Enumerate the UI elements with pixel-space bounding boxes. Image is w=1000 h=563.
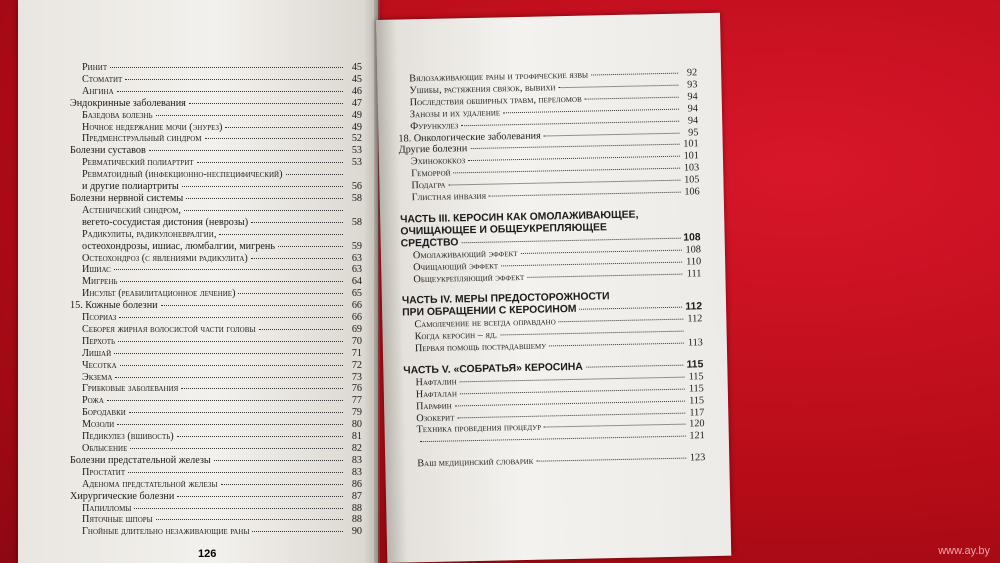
toc-entry [70,169,362,181]
dot-leader [454,168,681,174]
toc-entry [70,503,362,515]
toc-entry-title: Парафин [415,400,452,412]
toc-entry [70,479,362,491]
dot-leader [107,400,343,401]
toc-entry-title: Ангина [82,85,114,97]
toc-entry [70,181,362,193]
toc-entry [70,348,362,360]
toc-entry [70,253,362,265]
toc-entry-title: Экзема [82,371,113,383]
toc-entry-page: 66 [351,312,362,324]
dot-leader [177,436,343,437]
dot-leader [468,156,680,161]
toc-entry [70,74,362,86]
dot-leader [186,198,343,199]
toc-entry-page: 66 [351,300,362,312]
toc-entry-title: Болезни суставов [70,145,146,157]
toc-entry-title: Мигрень [82,276,118,288]
toc-entry-page: 112 [687,313,703,325]
toc-entry [70,324,362,336]
dot-leader [586,365,684,368]
dot-leader [549,343,684,347]
toc-entry [70,62,362,74]
toc-entry-title: Чесотка [82,359,117,371]
dot-leader [129,412,343,413]
toc-entry-page: 103 [683,162,700,174]
toc-entry-page: 112 [685,301,703,313]
dot-leader [585,96,679,99]
toc-entry-page: 59 [351,240,362,252]
dot-leader [219,234,343,235]
toc-entry-title: Простатит [82,466,126,478]
dot-leader [205,138,343,139]
dot-leader [503,108,679,113]
dot-leader [156,519,343,520]
toc-entry-title: Аденома предстательной железы [82,478,218,490]
toc-entry-title: Эхинококкоз [410,155,466,168]
dot-leader [117,91,343,92]
toc-entry-page: 63 [351,264,362,276]
toc-entry-title: Радикулиты, радикулоневралгии, [82,228,217,240]
toc-entry [70,241,362,253]
left-toc [70,62,362,538]
toc-entry [70,157,362,169]
toc-entry-title: Занозы и их удаление [409,107,501,121]
toc-entry-title: Подагра [411,179,446,192]
dot-leader [500,331,683,336]
toc-entry-title: Другие болезни [398,143,468,156]
toc-entry-page: 92 [686,67,698,79]
dot-leader [536,458,686,462]
dot-leader [489,192,681,197]
toc-entry-page: 83 [351,466,362,478]
toc-entry-page: 46 [351,85,362,97]
toc-entry-page: 115 [688,371,704,383]
toc-entry-title: СРЕДСТВО [400,237,459,250]
toc-entry-title: Глистная инвазия [411,190,487,204]
toc-entry-title: Общеукрепляющий эффект [413,271,525,285]
toc-entry-title: Псориаз [82,312,117,324]
toc-entry-title: вегето-сосудистая дистония (неврозы) [82,216,249,228]
toc-entry [70,193,362,205]
toc-entry-page: 115 [688,382,704,395]
toc-entry [70,360,362,372]
toc-entry-title: Стоматит [82,73,123,85]
toc-entry [70,217,362,229]
dot-leader [182,186,343,187]
toc-entry-title: и другие полиартриты [82,181,179,193]
toc-entry-page: 72 [351,359,362,371]
toc-entry-page: 63 [351,252,362,264]
dot-leader [130,448,343,449]
dot-leader [448,180,680,186]
toc-entry-page: 56 [351,181,362,193]
toc-entry-page: 47 [351,97,362,109]
toc-entry-title: Инсульт (реабилитационное лечение) [82,288,236,300]
toc-entry-page: 108 [683,232,701,244]
toc-entry-title: Ринит [82,62,108,73]
toc-entry [70,205,362,217]
toc-entry-page: 65 [351,288,362,300]
dot-leader [189,103,343,104]
toc-entry-title: Когда керосин – яд. [414,329,498,343]
toc-entry-title: Очищающий эффект [413,260,499,273]
toc-entry [70,264,362,276]
toc-entry-page: 82 [351,443,362,454]
dot-leader [118,341,343,342]
toc-entry-page: 88 [351,514,362,526]
dot-leader [461,237,680,243]
toc-entry-title: Перхоть [82,335,116,347]
toc-entry-page: 110 [686,255,702,268]
toc-entry-page: 70 [351,335,362,347]
toc-entry-title: Остеохондроз (с явлениями радикулита) [82,252,248,264]
dot-leader [161,305,343,306]
dot-leader [214,460,343,461]
toc-entry-page: 121 [689,430,705,442]
toc-entry-page: 64 [351,276,362,288]
dot-leader [110,67,343,68]
toc-entry-page: 87 [351,490,362,502]
toc-entry-title: Нафталан [415,388,458,400]
dot-leader [457,412,685,418]
toc-entry [70,145,362,157]
toc-entry-title: Базедова болезнь [82,109,153,121]
toc-entry [70,98,362,110]
toc-entry-title: Папилломы [82,502,132,514]
dot-leader [120,365,343,366]
toc-entry-page: 115 [686,359,704,371]
dot-leader [128,472,343,473]
toc-entry-title: Ушибы, растяжения связок, вывихи [409,82,556,97]
toc-entry-page: 73 [351,371,362,383]
dot-leader [114,269,343,270]
dot-leader [221,484,344,485]
toc-entry-title: 15. Кожные болезни [70,300,158,312]
toc-entry-title: Вялозаживающие раны и трофические язвы [409,69,589,85]
toc-entry-title: Лишай [82,347,112,359]
toc-entry [70,133,362,145]
dot-leader [120,281,343,282]
toc-entry-page: 94 [687,91,698,103]
dot-leader [181,388,343,389]
toc-entry [70,455,362,467]
toc-entry [70,276,362,288]
toc-entry-title: Педикулез (вшивость) [82,431,174,443]
toc-entry-page: 58 [351,216,362,228]
toc-entry-page: 93 [687,79,698,91]
toc-entry-page: 79 [351,407,362,419]
dot-leader [470,144,679,149]
page-number: 126 [198,548,217,560]
toc-entry [70,407,362,419]
toc-entry-page: 105 [684,174,700,186]
toc-entry-title: ПРИ ОБРАЩЕНИИ С КЕРОСИНОМ [402,304,577,319]
toc-entry-page: 108 [685,243,701,256]
toc-entry-page: 94 [687,102,699,115]
toc-entry [70,122,362,134]
toc-entry-page: 52 [351,133,362,145]
toc-entry [70,110,362,122]
toc-entry-title: Озокерит [416,412,455,424]
toc-entry-title: остеохондрозы, ишиас, люмбалгии, мигрень [82,240,276,252]
toc-entry [70,419,362,431]
toc-entry-title: Бородавки [82,407,126,419]
toc-entry-title: Хирургические болезни [70,490,175,502]
toc-entry-page: 115 [689,394,705,407]
toc-entry-page: 49 [351,121,362,133]
toc-entry-title: Фурункулез [410,119,459,132]
toc-entry-page: 53 [351,157,362,169]
right-toc [397,67,705,470]
toc-entry-page: 101 [683,150,700,162]
dot-leader [461,120,679,126]
toc-entry-title: Ревматоидный (инфекционно-неспецифический) [82,169,283,181]
toc-entry-title: ЧАСТЬ V. «СОБРАТЬЯ» КЕРОСИНА [403,361,583,377]
dot-leader [252,531,343,532]
toc-entry-page: 117 [689,406,705,419]
toc-entry [70,383,362,395]
toc-entry [70,300,362,312]
dot-leader [149,150,343,151]
dot-leader [238,293,343,294]
dot-leader [134,508,343,509]
toc-entry-title: Болезни предстательной железы [70,454,211,466]
dot-leader [527,273,682,277]
toc-entry-page: 123 [689,452,706,464]
toc-entry-title: Облысение [82,443,128,454]
toc-entry-page: 120 [689,418,705,430]
toc-entry [70,431,362,443]
toc-entry-page: 45 [351,62,362,73]
toc-entry-title: Геморрой [411,167,451,180]
toc-entry-title: ОЧИЩАЮЩЕЕ И ОБЩЕУКРЕПЛЯЮЩЕЕ [400,222,607,238]
dot-leader [501,261,682,266]
toc-entry-page: 53 [351,145,362,157]
dot-leader [559,319,684,323]
toc-entry [70,526,362,538]
toc-entry-page: 58 [351,192,362,204]
toc-entry-title: Эндокринные заболевания [70,97,186,109]
dot-leader [156,115,343,116]
toc-entry-page: 83 [351,454,362,466]
toc-entry-page: 45 [351,73,362,85]
toc-entry-page: 111 [686,267,702,280]
dot-leader [286,174,344,175]
toc-entry-title: Техника проведения процедур [416,422,542,436]
dot-leader [184,210,343,211]
toc-entry-title: Ночное недержание мочи (энурез) [82,121,223,133]
dot-leader [460,388,685,394]
dot-leader [251,222,343,223]
dot-leader [251,258,343,259]
toc-entry [70,288,362,300]
toc-entry-page: 95 [688,126,699,139]
toc-entry-title: ЧАСТЬ III. КЕРОСИН КАК ОМОЛАЖИВАЮЩЕЕ, [400,209,639,226]
toc-entry-page: 106 [684,186,700,198]
dot-leader [117,424,343,425]
dot-leader [455,400,685,406]
toc-entry-title: Ваш медицинский словарик [417,456,534,470]
toc-entry [70,443,362,455]
dot-leader [544,424,686,428]
dot-leader [225,127,343,128]
toc-entry [70,491,362,503]
toc-entry-title: Ишиас [82,264,111,276]
toc-entry-title: Пяточные шпоры [82,514,153,526]
toc-entry [70,86,362,98]
toc-entry-title: Первая помощь пострадавшему [414,340,547,355]
dot-leader [115,377,343,378]
toc-entry-title: Омолаживающий эффект [412,247,518,261]
toc-entry-page: 80 [351,419,362,431]
dot-leader [259,329,344,330]
dot-leader [460,376,685,382]
dot-leader [125,79,343,80]
toc-entry-page: 81 [351,431,362,443]
toc-entry-title: Предменструальный синдром [82,133,202,145]
left-page [18,0,378,563]
watermark: www.ay.by [938,545,990,557]
toc-entry-page: 86 [351,478,362,490]
toc-entry-page: 71 [351,347,362,359]
dot-leader [580,307,683,310]
toc-entry-page: 94 [687,114,699,127]
toc-entry [70,229,362,241]
toc-entry-title: Нафталин [415,376,457,389]
toc-entry [70,372,362,384]
toc-entry-page: 90 [351,526,362,538]
toc-entry-title: Рожа [82,395,104,407]
toc-entry [70,395,362,407]
toc-entry-title: Грибковые заболевания [82,383,179,395]
toc-entry-title: Ревматический полиартрит [82,157,194,169]
dot-leader [420,436,686,443]
toc-entry-title: Астенический синдром, [82,204,181,216]
toc-entry-page: 76 [351,383,362,395]
dot-leader [119,317,343,318]
toc-entry [70,336,362,348]
toc-entry-title: Последствия обширных травм, переломов [409,93,582,109]
toc-entry-title: ЧАСТЬ IV. МЕРЫ ПРЕДОСТОРОЖНОСТИ [401,291,610,307]
toc-entry-title: Гнойные длительно незаживающие раны [82,526,250,538]
dot-leader [520,249,681,253]
dot-leader [278,246,343,247]
toc-entry-page: 77 [351,395,362,407]
toc-entry-title: Самолечение не всегда оправдано [414,316,556,331]
toc-entry-page: 88 [351,502,362,514]
toc-entry-title: Себорея жирная волосистой части головы [82,323,256,335]
dot-leader [591,73,678,76]
toc-entry-title: Мозоли [82,419,115,431]
dot-leader [197,162,343,163]
toc-entry-page: 101 [683,138,699,151]
toc-entry-title: Болезни нервной системы [70,192,184,204]
dot-leader [177,496,343,497]
dot-leader [559,85,679,89]
toc-entry [70,514,362,526]
toc-entry-page: 69 [351,323,362,335]
toc-entry-title: 18. Онкологические заболевания [398,130,541,145]
dot-leader [114,353,343,354]
dot-leader [544,132,680,136]
toc-entry-page: 113 [687,337,703,349]
toc-entry [70,467,362,479]
right-page [376,13,731,563]
toc-entry-page: 49 [351,109,362,121]
toc-entry [70,312,362,324]
